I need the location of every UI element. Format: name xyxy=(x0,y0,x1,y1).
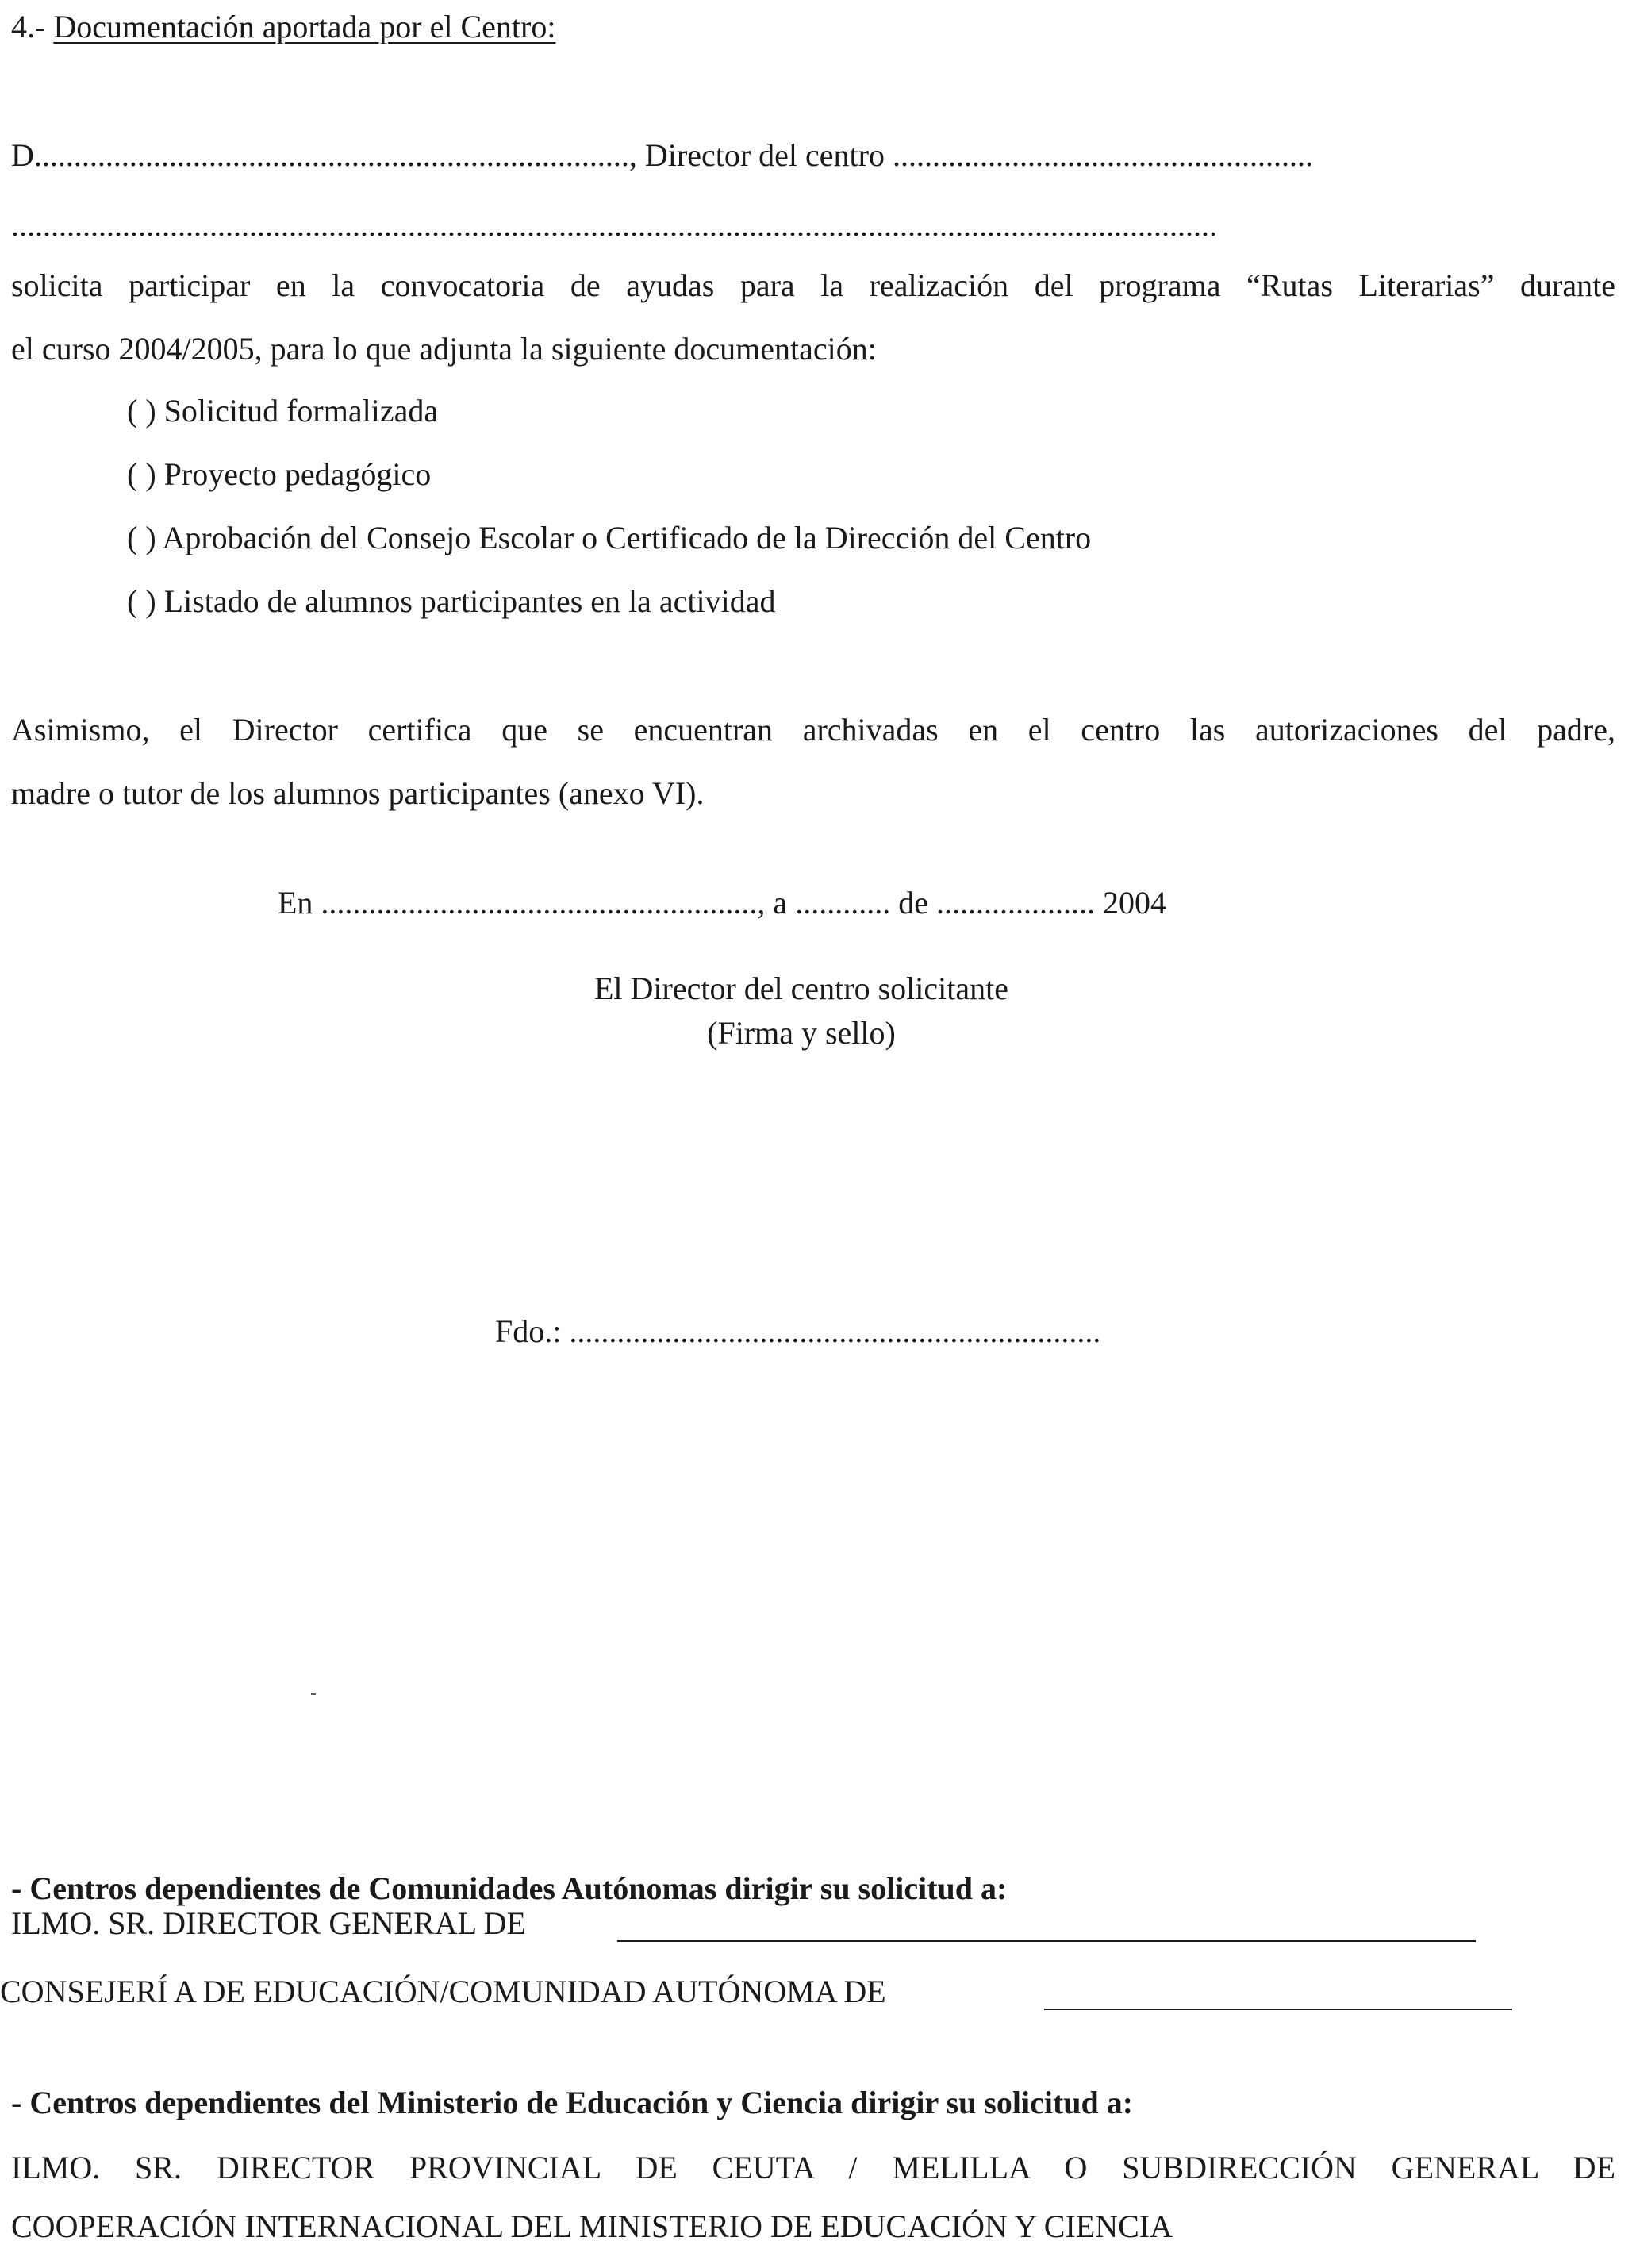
paragraph-request-line1: solicita participar en la convocatoria de ayudas para la realización del programa “Rutas Literarias” durante xyxy=(11,267,1615,303)
director-middle-text: , Director del centro xyxy=(628,137,885,173)
director-prefix: D. xyxy=(11,137,42,173)
section-title: Documentación aportada por el Centro: xyxy=(53,9,556,44)
mec-line2: COOPERACIÓN INTERNACIONAL DEL MINISTERIO DE EDUCACIÓN Y CIENCIA xyxy=(11,2208,1173,2244)
checklist-item: ( ) Solicitud formalizada xyxy=(127,393,439,429)
signature-fdo-line: Fdo.: ................................................................... xyxy=(495,1313,1101,1349)
ccaa-line2-label: CONSEJERÍ A DE EDUCACIÓN/COMUNIDAD AUTÓNOMA DE xyxy=(0,1974,886,2009)
place-date-line: En ......................................................., a ............ de .................... 2004 xyxy=(278,885,1166,921)
checklist-item: ( ) Proyecto pedagógico xyxy=(127,456,432,492)
paragraph-certify-line2: madre o tutor de los alumnos participantes (anexo VI). xyxy=(11,775,705,811)
ccaa-line1-label: ILMO. SR. DIRECTOR GENERAL DE xyxy=(11,1905,526,1941)
ccaa-heading: - Centros dependientes de Comunidades Autónomas dirigir su solicitud a: xyxy=(11,1870,1008,1906)
director-name-blank: .......................................................................... xyxy=(41,137,629,173)
stray-mark xyxy=(311,1693,316,1695)
paragraph-request-line2: el curso 2004/2005, para lo que adjunta la siguiente documentación: xyxy=(11,331,877,367)
center-name-blank: ..................................................... xyxy=(892,137,1313,173)
ccaa-line2-blank xyxy=(1044,2009,1512,2010)
ccaa-line1-blank xyxy=(617,1940,1476,1942)
section-heading xyxy=(11,8,555,46)
section-number: 4.- xyxy=(11,9,46,44)
dotted-continuation-line: ........................................................................................................................................................ xyxy=(11,207,1217,243)
mec-line1: ILMO. SR. DIRECTOR PROVINCIAL DE CEUTA / MELILLA O SUBDIRECCIÓN GENERAL DE xyxy=(11,2150,1615,2185)
checklist-item: ( ) Listado de alumnos participantes en la actividad xyxy=(127,583,776,619)
checklist-item: ( ) Aprobación del Consejo Escolar o Certificado de la Dirección del Centro xyxy=(127,520,1092,555)
signature-note: (Firma y sello) xyxy=(707,1015,896,1051)
director-line xyxy=(11,136,1313,175)
paragraph-certify-line1: Asimismo, el Director certifica que se encuentran archivadas en el centro las autorizaciones del padre, xyxy=(11,712,1615,748)
mec-heading: - Centros dependientes del Ministerio de Educación y Ciencia dirigir su solicitud a: xyxy=(11,2085,1134,2120)
signature-role: El Director del centro solicitante xyxy=(593,971,1008,1006)
